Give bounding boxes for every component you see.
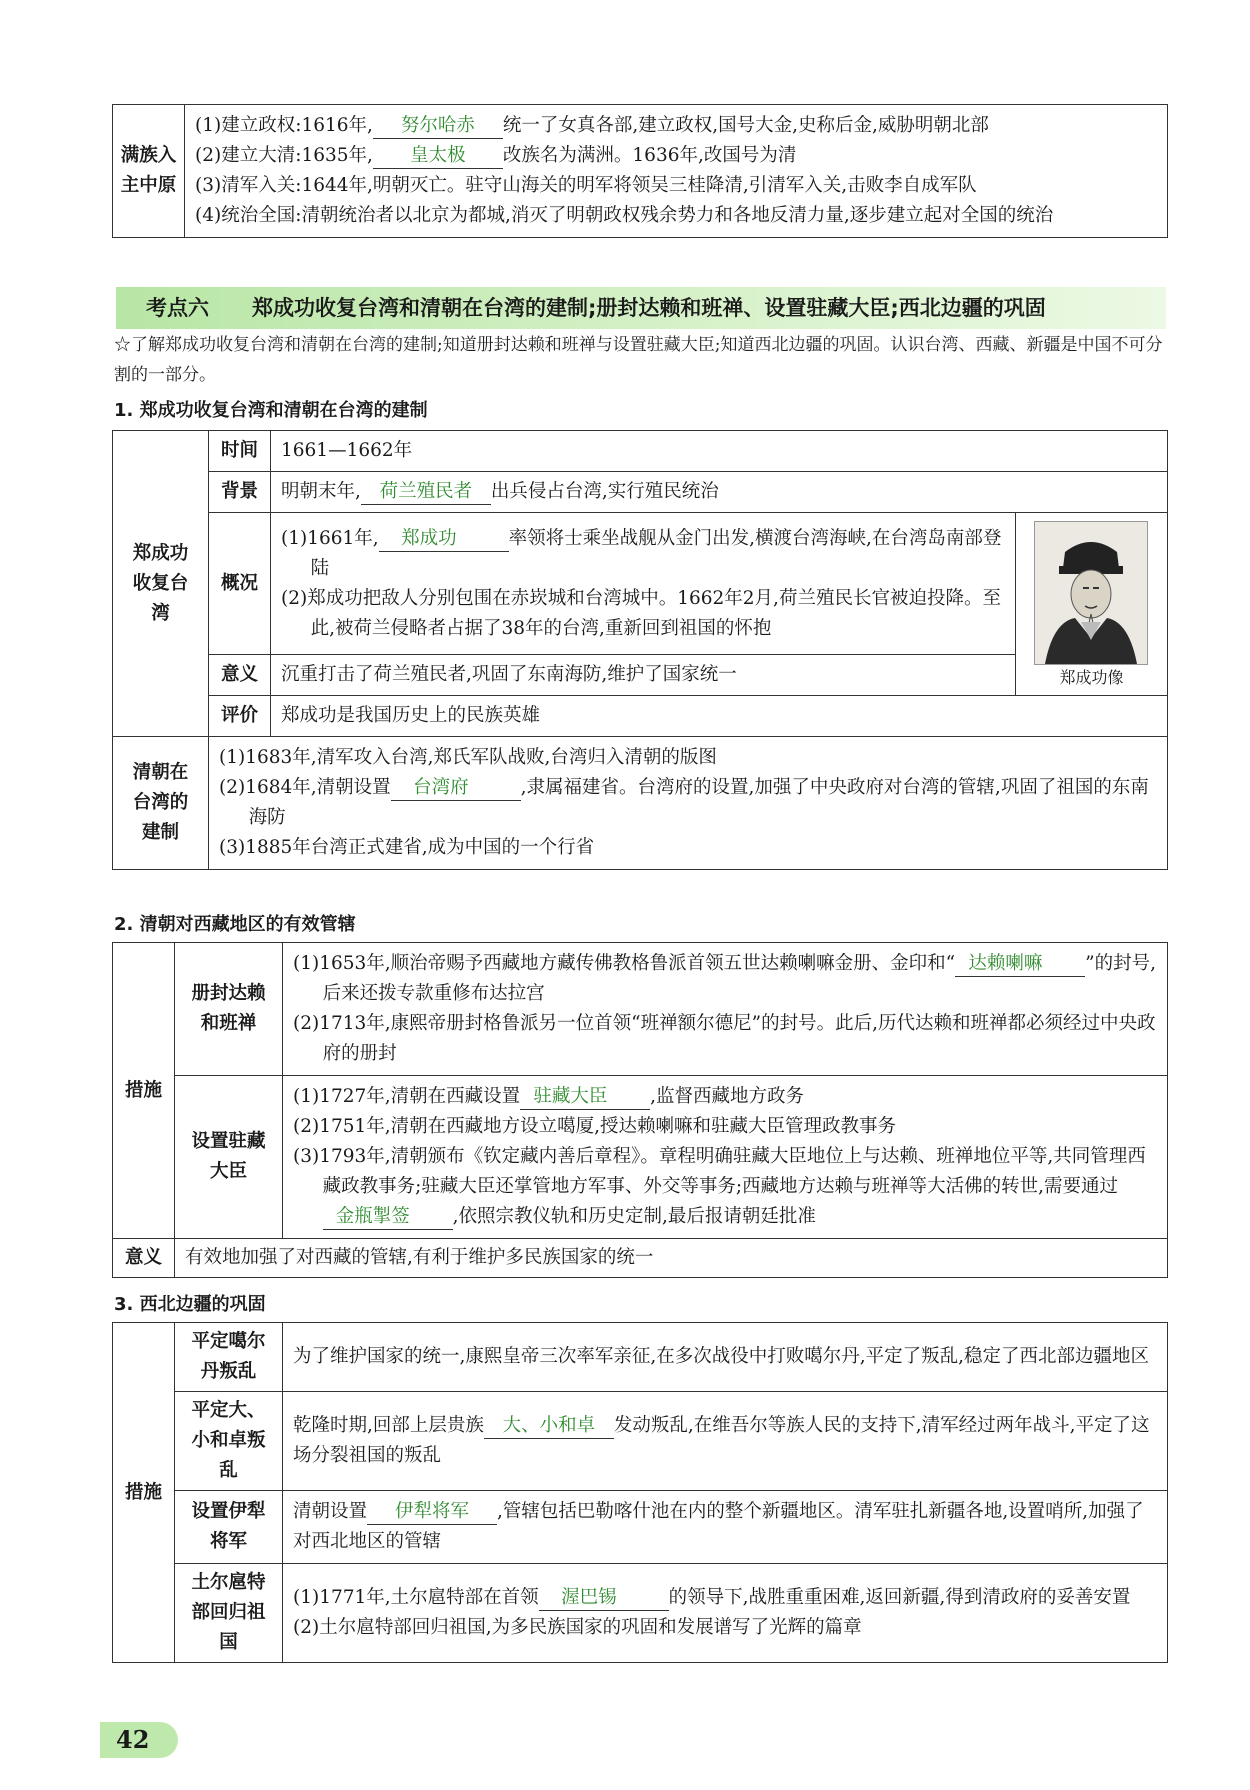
evaluation-value: 郑成功是我国历史上的民族英雄 — [271, 696, 1168, 737]
manchu-line-4: (4)统治全国:清朝统治者以北京为都城,消灭了明朝政权残余势力和各地反清力量,逐步建立起对全国的统治 — [195, 205, 1054, 226]
overview-item-1: (1)1661年, 郑成功 率领将士乘坐战舰从金门出发,横渡台湾海峡,在台湾岛南部登陆 — [281, 527, 1002, 579]
manchu-line-1: (1)建立政权:1616年, 努尔哈赤 统一了女真各部,建立政权,国号大金,史称后金,威胁明朝北部 — [195, 111, 1157, 141]
kaodian-requirement: ☆了解郑成功收复台湾和清朝在台湾的建制;知道册封达赖和班禅与设置驻藏大臣;知道西北边疆的巩固。认识台湾、西藏、新疆是中国不可分割的一部分。 — [114, 335, 1163, 385]
tibet-significance-label: 意义 — [113, 1239, 175, 1278]
answer-blank: 伊犁将军 — [367, 1500, 497, 1525]
zhuzang-item-2: (2)1751年,清朝在西藏地方设立噶厦,授达赖喇嘛和驻藏大臣管理政教事务 — [293, 1116, 897, 1137]
portrait-caption: 郑成功像 — [1059, 668, 1124, 687]
answer-blank: 台湾府 — [391, 776, 521, 801]
time-value: 1661—1662年 — [271, 431, 1168, 472]
torghut-item-1: (1)1771年,土尔扈特部在首领 渥巴锡 的领导下,战胜重重困难,返回新疆,得到清政府的妥善安置 — [293, 1583, 1157, 1613]
cefeng-content — [283, 943, 1168, 1076]
qing-taiwan-item-2: (2)1684年,清朝设置 台湾府 ,隶属福建省。台湾府的设置,加强了中央政府对台湾的管辖,巩固了祖国的东南海防 — [219, 777, 1149, 828]
northwest-table — [112, 1322, 1168, 1663]
cefeng-item-2: (2)1713年,康熙帝册封格鲁派另一位首领“班禅额尔德尼”的封号。此后,历代达赖和班禅都必须经过中央政府的册封 — [293, 1013, 1156, 1064]
ili-label: 设置伊犁将军 — [175, 1491, 283, 1564]
significance-value: 沉重打击了荷兰殖民者,巩固了东南海防,维护了国家统一 — [271, 655, 1016, 696]
manchu-content — [185, 105, 1168, 238]
significance-label: 意义 — [209, 655, 271, 696]
qing-taiwan-content — [209, 737, 1168, 870]
section-3-title: 3. 西北边疆的巩固 — [114, 1294, 266, 1315]
zheng-chenggong-portrait — [1034, 521, 1148, 665]
cefeng-label: 册封达赖和班禅 — [175, 943, 283, 1076]
portrait-drawing — [1035, 522, 1147, 664]
tibet-measures-label: 措施 — [113, 943, 175, 1239]
tibet-table — [112, 942, 1168, 1278]
qing-taiwan-item-3: (3)1885年台湾正式建省,成为中国的一个行省 — [219, 837, 595, 858]
manchu-header: 满族入主中原 — [113, 105, 185, 238]
northwest-measures-label: 措施 — [113, 1323, 175, 1663]
answer-blank: 皇太极 — [373, 144, 503, 169]
overview-value — [271, 513, 1016, 655]
answer-blank: 金瓶掣签 — [323, 1205, 453, 1230]
kaodian-label: 考点六 — [146, 296, 209, 320]
background-value: 明朝末年, 荷兰殖民者 出兵侵占台湾,实行殖民统治 — [271, 472, 1168, 513]
taiwan-table — [112, 430, 1168, 870]
page-number: 42 — [116, 1725, 150, 1754]
manchu-line-3: (3)清军入关:1644年,明朝灭亡。驻守山海关的明军将领吴三桂降清,引清军入关,击败李自成军队 — [195, 175, 977, 196]
torghut-item-2: (2)土尔扈特部回归祖国,为多民族国家的巩固和发展谱写了光辉的篇章 — [293, 1617, 862, 1638]
evaluation-label: 评价 — [209, 696, 271, 737]
galdan-value: 为了维护国家的统一,康熙皇帝三次率军亲征,在多次战役中打败噶尔丹,平定了叛乱,稳定了西北部边疆地区 — [283, 1323, 1168, 1392]
overview-label: 概况 — [209, 513, 271, 655]
manchu-line-2: (2)建立大清:1635年, 皇太极 改族名为满洲。1636年,改国号为清 — [195, 141, 1157, 171]
manchu-table — [112, 104, 1168, 238]
answer-blank: 驻藏大臣 — [520, 1085, 650, 1110]
ili-value: 清朝设置 伊犁将军 ,管辖包括巴勒喀什池在内的整个新疆地区。清军驻扎新疆各地,设置哨所,加强了对西北地区的管辖 — [283, 1491, 1168, 1564]
torghut-label: 土尔扈特部回归祖国 — [175, 1564, 283, 1663]
kaodian-title: 郑成功收复台湾和清朝在台湾的建制;册封达赖和班禅、设置驻藏大臣;西北边疆的巩固 — [252, 296, 1046, 320]
galdan-label: 平定噶尔丹叛乱 — [175, 1323, 283, 1392]
background-label: 背景 — [209, 472, 271, 513]
time-label: 时间 — [209, 431, 271, 472]
khoja-label: 平定大、小和卓叛乱 — [175, 1392, 283, 1491]
zhuzang-item-1: (1)1727年,清朝在西藏设置 驻藏大臣 ,监督西藏地方政务 — [293, 1082, 1157, 1112]
answer-blank: 大、小和卓 — [484, 1414, 614, 1439]
answer-blank: 渥巴锡 — [539, 1586, 669, 1611]
khoja-value: 乾隆时期,回部上层贵族 大、小和卓 发动叛乱,在维吾尔等族人民的支持下,清军经过两年战斗,平定了这场分裂祖国的叛乱 — [283, 1392, 1168, 1491]
qing-taiwan-item-1: (1)1683年,清军攻入台湾,郑氏军队战败,台湾归入清朝的版图 — [219, 747, 717, 768]
zhuzang-content — [283, 1076, 1168, 1239]
section-2-title: 2. 清朝对西藏地区的有效管辖 — [114, 914, 356, 935]
answer-blank: 荷兰殖民者 — [361, 480, 491, 505]
zhuzang-item-3: (3)1793年,清朝颁布《钦定藏内善后章程》。章程明确驻藏大臣地位上与达赖、班禅地位平等,共同管理西藏政教事务;驻藏大臣还掌管地方军事、外交等事务;西藏地方达赖与班禅等大活佛的转世,需要通过金瓶掣签 ,依照宗教仪轨和历史定制,最后报请朝廷批准 — [293, 1142, 1157, 1232]
answer-blank: 郑成功 — [379, 527, 509, 552]
answer-blank: 努尔哈赤 — [373, 114, 503, 139]
portrait-cell — [1015, 513, 1167, 696]
cefeng-item-1: (1)1653年,顺治帝赐予西藏地方藏传佛教格鲁派首领五世达赖喇嘛金册、金印和“ 达赖喇嘛 ”的封号,后来还拨专款重修布达拉宫 — [293, 953, 1156, 1004]
tibet-significance-value: 有效地加强了对西藏的管辖,有利于维护多民族国家的统一 — [175, 1239, 1168, 1278]
qing-taiwan-header: 清朝在台湾的建制 — [113, 737, 209, 870]
overview-item-2: (2)郑成功把敌人分别包围在赤崁城和台湾城中。1662年2月,荷兰殖民长官被迫投降。至此,被荷兰侵略者占据了38年的台湾,重新回到祖国的怀抱 — [281, 587, 1001, 639]
zhuzang-label: 设置驻藏大臣 — [175, 1076, 283, 1239]
answer-blank: 达赖喇嘛 — [955, 952, 1085, 977]
section-1-title: 1. 郑成功收复台湾和清朝在台湾的建制 — [114, 400, 428, 421]
torghut-value — [283, 1564, 1168, 1663]
zcg-header: 郑成功收复台湾 — [113, 431, 209, 737]
